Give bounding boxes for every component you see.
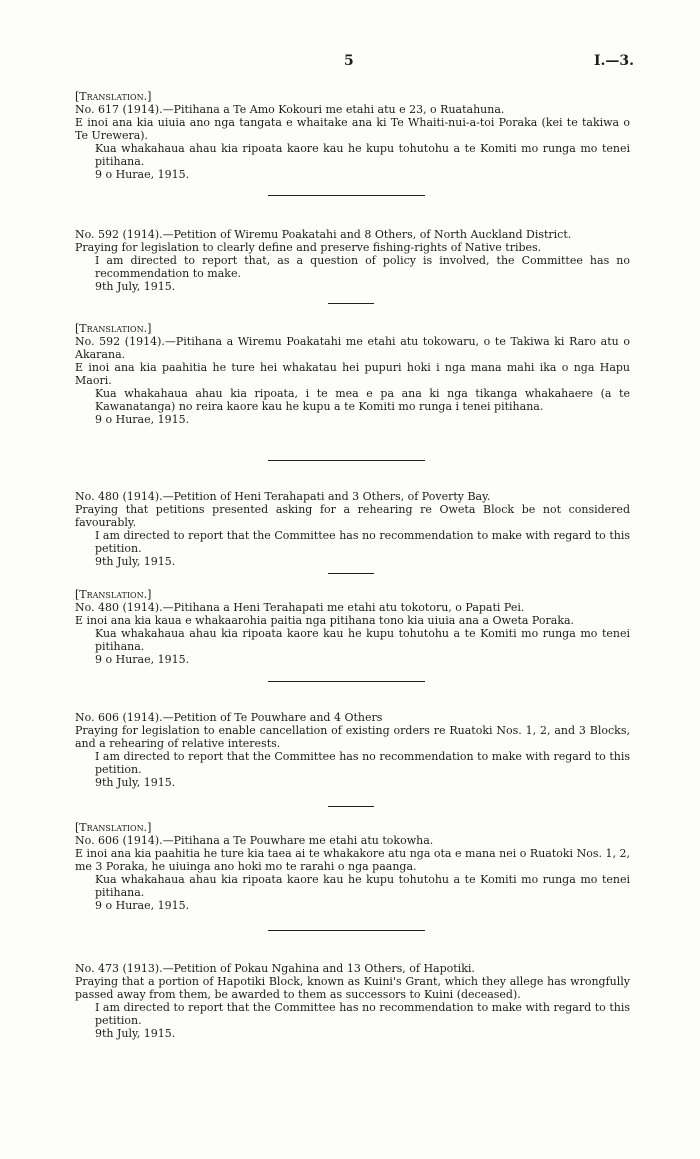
petition-prayer: E inoi ana kia paahitia he ture hei whakatau hei pupuri hoki i nga mana mahi ika o nga Hapu Maori. [75,361,630,387]
translation-label: [Translation.] [75,322,152,335]
petition-480 [75,490,630,568]
petition-title: No. 480 (1914).—Petition of Heni Terahapati and 3 Others, of Poverty Bay. [75,490,491,503]
petition-report: Kua whakahaua ahau kia ripoata, i te mea e pa ana ki nga tikanga whakahaere (a te Kawanatanga) no reira kaore kau he kupu a te Komiti mo runga i tenei pitihana. [95,387,630,413]
petition-date: 9th July, 1915. [95,280,176,293]
petition-606 [75,711,630,789]
translation-label: [Translation.] [75,588,152,601]
page-number: 5 [344,53,354,69]
petition-date: 9 o Hurae, 1915. [95,413,190,426]
petition-report: Kua whakahaua ahau kia ripoata kaore kau he kupu tohutohu a te Komiti mo runga mo tenei pitihana. [95,873,630,899]
petition-prayer: Praying for legislation to clearly define and preserve fishing-rights of Native tribes. [75,241,542,254]
petition-prayer: E inoi ana kia paahitia he ture kia taea ai te whakakore atu nga ota e mana nei o Ruatoki Nos. 1, 2, me 3 Poraka, he uiuinga ano hoki mo te rarahi o nga paanga. [75,847,630,873]
petition-title: No. 606 (1914).—Petition of Te Pouwhare and 4 Others [75,711,383,724]
petition-617-translation [75,90,630,181]
translation-divider [328,573,374,574]
section-divider [268,195,425,196]
petition-date: 9th July, 1915. [95,776,176,789]
petition-date: 9 o Hurae, 1915. [95,899,190,912]
petition-prayer: E inoi ana kia uiuia ano nga tangata e whaitake ana ki Te Whaiti-nui-a-toi Poraka (kei te takiwa o Te Urewera). [75,116,630,142]
petition-date: 9 o Hurae, 1915. [95,653,190,666]
translation-label: [Translation.] [75,90,152,103]
document-reference: I.—3. [594,53,635,69]
petition-report: I am directed to report that the Committee has no recommendation to make with regard to this petition. [95,1001,630,1027]
petition-473 [75,962,630,1040]
petition-date: 9th July, 1915. [95,1027,176,1040]
petition-title: No. 473 (1913).—Petition of Pokau Ngahina and 13 Others, of Hapotiki. [75,962,475,975]
petition-title: No. 480 (1914).—Pitihana a Heni Terahapati me etahi atu tokotoru, o Papati Pei. [75,601,525,614]
petition-date: 9th July, 1915. [95,555,176,568]
translation-divider [328,806,374,807]
section-divider [268,681,425,682]
petition-date: 9 o Hurae, 1915. [95,168,190,181]
petition-prayer: Praying that petitions presented asking for a rehearing re Oweta Block be not considered favourably. [75,503,630,529]
translation-divider [328,303,374,304]
section-divider [268,460,425,461]
petition-592 [75,228,630,293]
petition-480-translation [75,588,630,666]
petition-report: Kua whakahaua ahau kia ripoata kaore kau he kupu tohutohu a te Komiti mo runga mo tenei pitihana. [95,142,630,168]
petition-report: I am directed to report that the Committee has no recommendation to make with regard to this petition. [95,529,630,555]
petition-report: Kua whakahaua ahau kia ripoata kaore kau he kupu tohutohu a te Komiti mo runga mo tenei pitihana. [95,627,630,653]
petition-prayer: Praying for legislation to enable cancellation of existing orders re Ruatoki Nos. 1, 2, and 3 Blocks, and a rehearing of relative interests. [75,724,630,750]
petition-title: No. 606 (1914).—Pitihana a Te Pouwhare me etahi atu tokowha. [75,834,434,847]
petition-592-translation [75,322,630,426]
petition-prayer: E inoi ana kia kaua e whakaarohia paitia nga pitihana tono kia uiuia ana a Oweta Poraka. [75,614,575,627]
petition-title: No. 617 (1914).—Pitihana a Te Amo Kokouri me etahi atu e 23, o Ruatahuna. [75,103,505,116]
petition-report: I am directed to report that the Committee has no recommendation to make with regard to this petition. [95,750,630,776]
petition-report: I am directed to report that, as a question of policy is involved, the Committee has no recommendation to make. [95,254,630,280]
section-divider [268,930,425,931]
petition-title: No. 592 (1914).—Pitihana a Wiremu Poakatahi me etahi atu tokowaru, o te Takiwa ki Raro atu o Akarana. [75,335,630,361]
translation-label: [Translation.] [75,821,152,834]
petition-prayer: Praying that a portion of Hapotiki Block, known as Kuini's Grant, which they allege has wrongfully passed away from them, be awarded to them as successors to Kuini (deceased). [75,975,630,1001]
petition-title: No. 592 (1914).—Petition of Wiremu Poakatahi and 8 Others, of North Auckland District. [75,228,572,241]
petition-606-translation [75,821,630,912]
